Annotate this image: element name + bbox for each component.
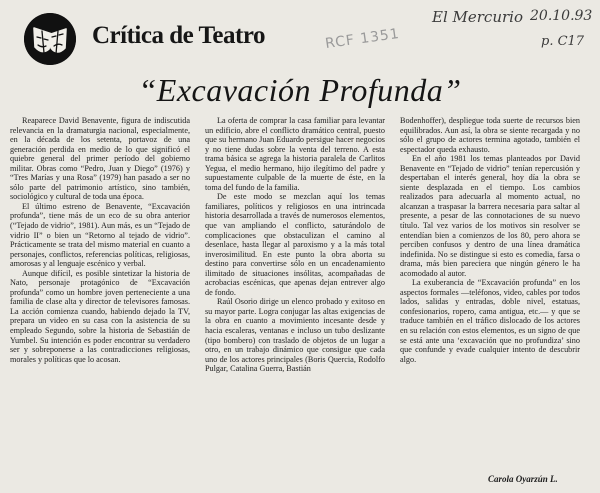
handwritten-source-note: El Mercurio [432,8,523,26]
section-title: Crítica de Teatro [92,22,265,49]
article-column-3 [400,116,580,486]
theatre-masks-logo [24,13,76,65]
handwritten-page-note: p. C17 [541,34,585,49]
article-paragraph: El último estreno de Benavente, “Excavación profunda”, tiene más de un eco de su obra anterior (“Tejado de vidrio”, 1981). Aun más, es un “Tejado de vidrio II” o bien un “Retorno al tejado de vidrio”. Prácticamente se trata del mismo material en cuanto a personajes, conflictos, referencias políticas, religiosas, amorosas y al lenguaje escénico y verbal. [10,201,190,269]
handwritten-date-note: 20.10.93 [530,8,593,24]
article-paragraph: La exuberancia de “Excavación profunda” en los aspectos formales —teléfonos, video, cables por todos lados, salidas y entradas, doble nivel, estatuas, confesionarios, ropero, cama antigua, etc.— y que se traduce también en el tráfico dislocado de los actores en su relación con estos elementos, es un signo de que se está ante una ‘excavación que no profundiza’ sino que confunde y evade cualquier intento de descubrir algo. [400,278,580,364]
article-paragraph: En el año 1981 los temas planteados por David Benavente en “Tejado de vidrio” tenían repercusión y despertaban el interés general, hoy día la obra se siente desplazada en el tiempo. Los cambios realizados para adecuarla al momento actual, no alcanzan a traspasar la barrera necesaria para saltar al presente, a pesar de las connotaciones de su nuevo título. Tal vez varios de los motivos sin resolver se entendían bien a comienzos de los 80, pero ahora se perciben confusos y dentro de una línea dramática indefinida. No se distingue si esto es comedia, farsa o drama, más bien pareciera que ningún género le ha acomodado al autor. [400,154,580,278]
author-byline: Carola Oyarzún L. [488,474,558,484]
article-paragraph: Aunque difícil, es posible sintetizar la historia de Nato, personaje protagónico de “Excavación profunda” como un hombre joven perteneciente a una familia de clase alta y director de televisores famosas. La acción comienza cuando, habiendo dejado la TV, prepara un video en su casa con la asistencia de su empleado Segundo, sobre la historia de Sebastián de Yumbel. Su intención es poder encontrar su verdadero ser y sobreponerse a las contradicciones religiosas, morales y políticas que lo acosan. [10,268,190,364]
article-paragraph: Bodenhoffer), despliegue toda suerte de recursos bien equilibrados. Aun así, la obra se siente recargada y no sólo el grupo de actores termina agotado, también el espectador queda exhausto. [400,116,580,154]
article-paragraph: Raúl Osorio dirige un elenco probado y exitoso en su mayor parte. Logra conjugar las altas exigencias de la obra en cuanto a movimiento incesante desde y hacia escaleras, ventanas e incluso un tubo deslizante (tipo bombero) con traslado de objetos de un lugar a otro, en un trabajo dinámico que consigue que cada uno de los actores principales (Boris Quercia, Rodolfo Pulgar, Catalina Guerra, Bastián [205,297,385,374]
article-paragraph: De este modo se mezclan aquí los temas familiares, políticos y religiosos en una intrincada historia desarrollada a través de numerosos elementos, que van ampliando el conflicto, saturándolo de complicaciones que obstaculizan el camino al desenlace, hasta llegar al paroxismo y a la más total inverosimilitud. En este punto la obra aborta su destino para convertirse sólo en un encadenamiento ilimitado de situaciones insólitas, acompañadas de acrobacias escénicas, que apenas dejan entrever algo de fondo. [205,192,385,297]
archive-stamp: RCF 1351 [324,25,401,53]
article-headline: “Excavación Profunda” [138,72,462,108]
article-paragraph: Reaparece David Benavente, figura de indiscutida relevancia en la dramaturgia nacional, especialmente, en la década de los setenta, portavoz de una generación perdida en medio de lo que significó el quiebre general del primer período del gobierno militar. Obras como “Pedro, Juan y Diego” (1976) y “Tres Marías y una Rosa” (1979) han pasado a ser no sólo parte del patrimonio artístico, sino también, sociológico y cultural de toda una época. [10,116,190,202]
article-column-1 [10,116,190,486]
article-column-2 [205,116,385,486]
article-paragraph: La oferta de comprar la casa familiar para levantar un edificio, abre el conflicto dramático central, puesto que su hermano Juan Eduardo persigue hacer negocios y no tiene dudas sobre la venta del terreno. A esta trama básica se agrega la historia paralela de Carlitos Yegua, el medio hermano, hijo ilegítimo del padre y supuestamente culpable de la muerte de éste, en la toma del fundo de la familia. [205,116,385,192]
